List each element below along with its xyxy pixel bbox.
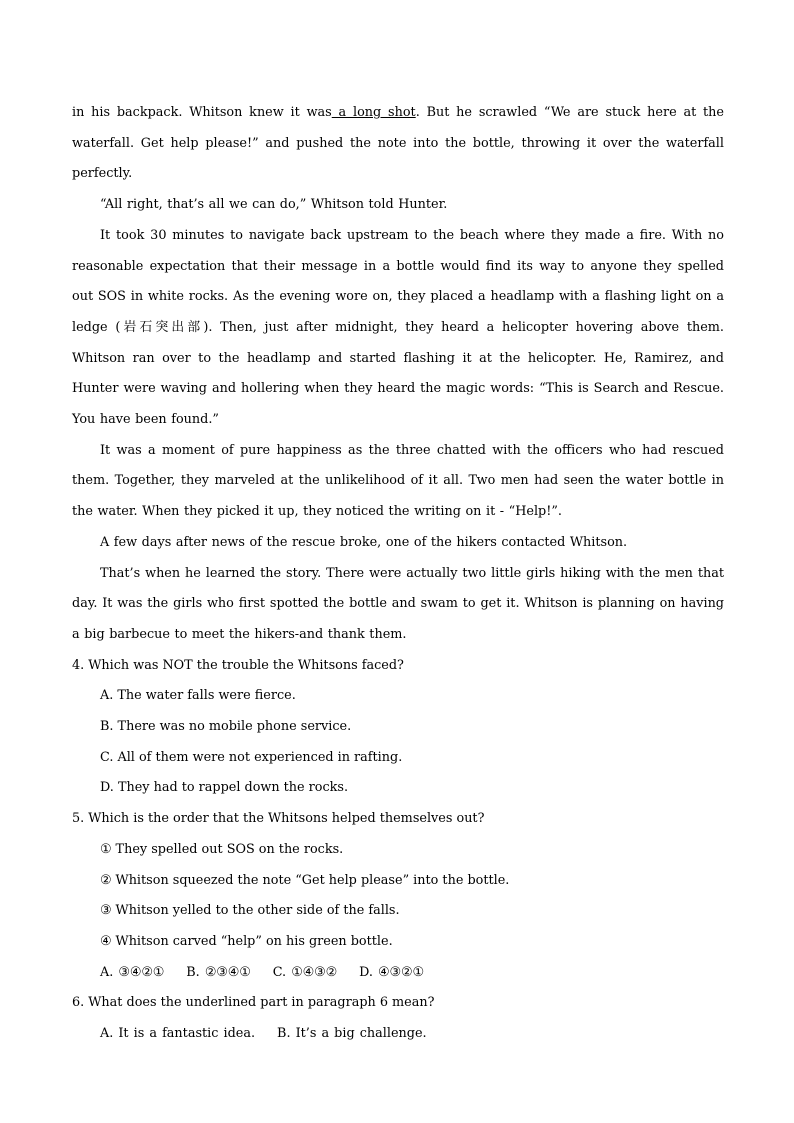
question-5-option-b: B. ②③④① — [186, 964, 251, 980]
question-5-option-d: D. ④③②① — [359, 964, 424, 980]
paragraph-1-text-start: in his backpack. Whitson knew it was — [72, 105, 332, 120]
question-4-option-b: B. There was no mobile phone service. — [100, 719, 352, 735]
passage-paragraph-3: It took 30 minutes to navigate back upstream to the beach where they made a fire. With no reasonable expectation that their message in a bottle would find its way to anyone they spelled out SOS in white rocks. As the evening wore on, they placed a headlamp with a flashing light on a ledge (岩石突出部). Then, just after midnight, they heard a helicopter hovering above them. Whitson ran over to the headlamp and started flashing it at the helicopter. He, Ramirez, and Hunter were waving and hollering when they heard the magic words: “This is Search and Rescue. You have been found.” — [72, 227, 724, 428]
question-5-step-2: ② Whitson squeezed the note “Get help please” into the bottle. — [100, 872, 510, 888]
passage-paragraph-6: That’s when he learned the story. There were actually two little girls hiking with the men that day. It was the girls who first spotted the bottle and swam to get it. Whitson is planning on having a big barbecue to meet the hikers-and thank them. — [72, 565, 724, 642]
question-4-stem: 4. Which was NOT the trouble the Whitsons faced? — [72, 657, 404, 673]
question-5-step-1: ① They spelled out SOS on the rocks. — [100, 841, 344, 857]
question-6-stem: 6. What does the underlined part in paragraph 6 mean? — [72, 995, 435, 1011]
passage-paragraph-5: A few days after news of the rescue broke, one of the hikers contacted Whitson. — [100, 534, 628, 550]
question-5-step-3: ③ Whitson yelled to the other side of the falls. — [100, 903, 400, 919]
question-6-option-a: A. It is a fantastic idea. — [100, 1026, 256, 1042]
passage-paragraph-1 — [72, 98, 724, 190]
question-4-option-a: A. The water falls were fierce. — [100, 688, 296, 704]
question-4-option-d: D. They had to rappel down the rocks. — [100, 780, 349, 796]
question-5-option-a: A. ③④②① — [100, 964, 165, 980]
question-6 — [72, 988, 724, 1049]
passage-paragraph-4: It was a moment of pure happiness as the three chatted with the officers who had rescued them. Together, they marveled at the unlikelihood of it all. Two men had seen the water bottle in the water. When they picked it up, they noticed the writing on it - “Help!”. — [72, 442, 724, 520]
question-5 — [72, 804, 724, 988]
question-4 — [72, 651, 724, 805]
question-5-option-c: C. ①④③② — [272, 964, 338, 980]
underlined-phrase: a long shot — [331, 105, 416, 120]
passage-paragraph-2: “All right, that’s all we can do,” Whitson told Hunter. — [100, 197, 448, 213]
question-5-stem: 5. Which is the order that the Whitsons helped themselves out? — [72, 811, 485, 827]
document-page — [72, 98, 724, 1050]
paragraph-1-text-end: . But he scrawled “We are stuck here at the waterfall. Get help please!” and pushed the note into the bottle, throwing it over the waterfall perfectly. — [72, 105, 724, 182]
question-6-option-b: B. It’s a big challenge. — [277, 1026, 427, 1042]
question-5-options — [72, 958, 724, 989]
question-6-options — [72, 1019, 724, 1050]
question-4-option-c: C. All of them were not experienced in rafting. — [100, 749, 403, 765]
question-5-step-4: ④ Whitson carved “help” on his green bottle. — [100, 933, 393, 949]
